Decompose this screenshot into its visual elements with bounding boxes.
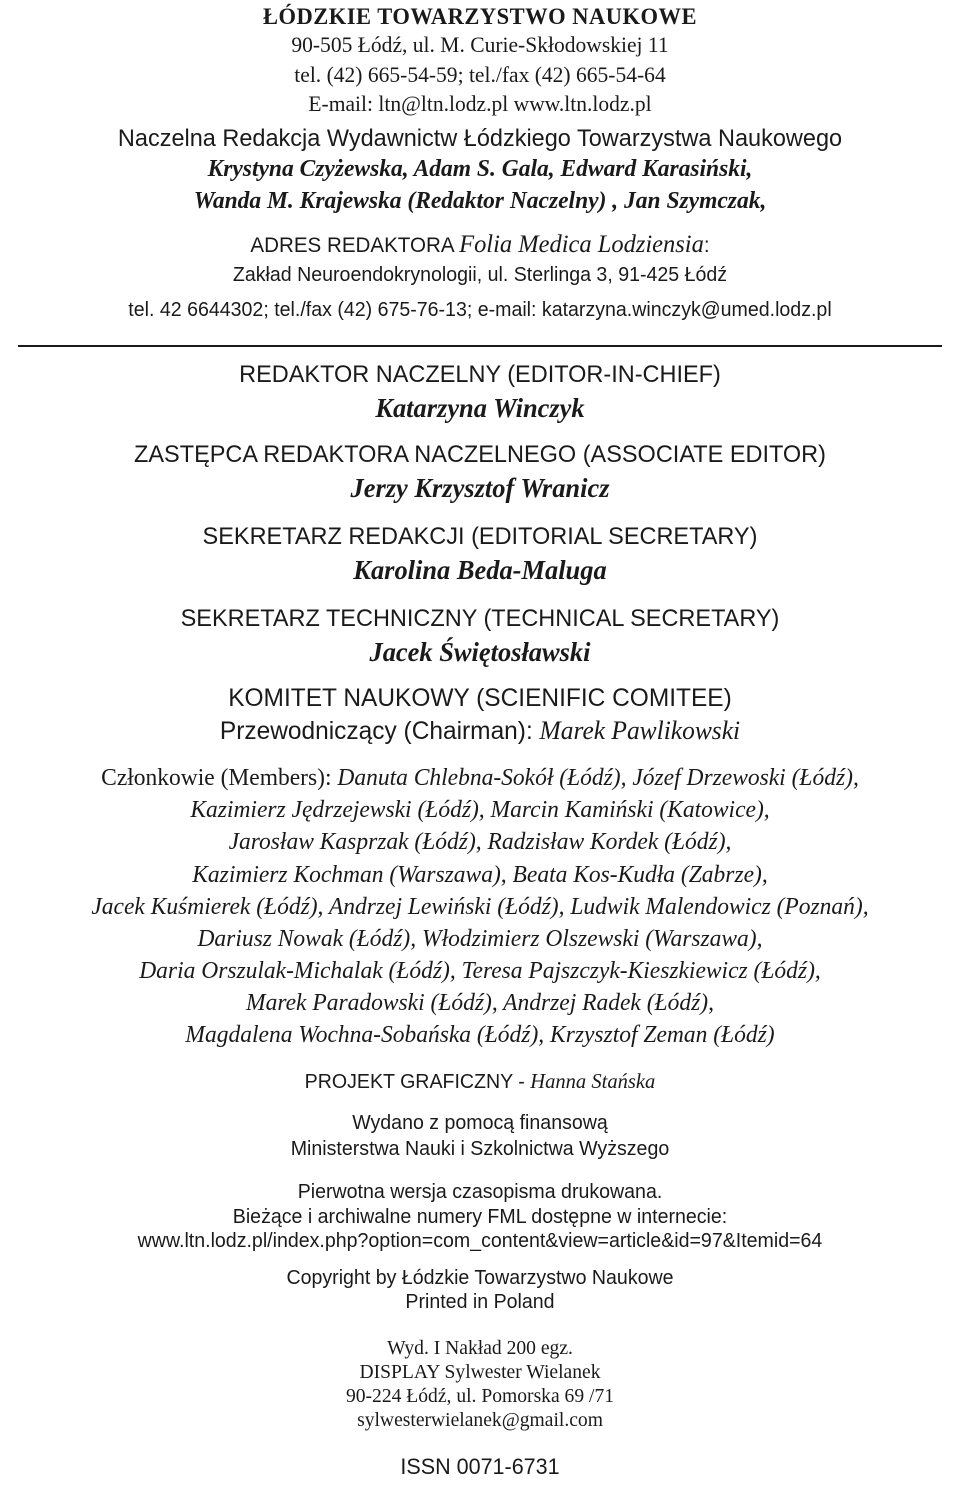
graphic-design-name: Hanna Stańska [530,1069,656,1093]
role-title-editor-in-chief: REDAKTOR NACZELNY (EDITOR-IN-CHIEF) [239,361,721,388]
committee-members-label: Członkowie (Members): [101,765,338,791]
role-name-editor-in-chief: Katarzyna Winczyk [375,393,585,423]
graphic-design-credit [10,1071,950,1092]
committee-heading: KOMITET NAUKOWY (SCIENIFIC COMITEE) [228,684,732,712]
committee-member-names: Kazimierz Kochman (Warszawa), Beata Kos-Kudła (Zabrze), [192,862,768,888]
publishing-board-heading: Naczelna Redakcja Wydawnictw Łódzkiego Towarzystwa Naukowego [117,125,843,152]
role-name-editorial-secretary: Karolina Beda-Maluga [353,555,607,585]
graphic-design-label: PROJEKT GRAFICZNY - [304,1071,531,1093]
society-address: 90-505 Łódź, ul. M. Curie-Skłodowskiej 11 [291,32,669,57]
publishing-board-members-1: Krystyna Czyżewska, Adam S. Gala, Edward Karasiński, [207,156,753,182]
edition-line: Wyd. I Nakład 200 egz. [387,1337,573,1359]
role-title-technical-secretary: SEKRETARZ TECHNICZNY (TECHNICAL SECRETARY) [180,605,780,632]
committee-member-names: Jacek Kuśmierek (Łódź), Andrzej Lewiński (Łódź), Ludwik Malendowicz (Poznań), [91,894,869,920]
committee-member-names: Jarosław Kasprzak (Łódź), Radzisław Kordek (Łódź), [228,829,732,855]
committee-chair [10,718,950,744]
printer-address: 90-224 Łódź, ul. Pomorska 69 /71 [345,1385,615,1407]
role-name-technical-secretary: Jacek Świętosławski [369,637,591,667]
committee-member-names: Magdalena Wochna-Sobańska (Łódź), Krzysztof Zeman (Łódź) [185,1022,775,1048]
editorial-address-label: ADRES REDAKTORA [250,234,460,257]
printer-line: DISPLAY Sylwester Wielanek [359,1361,601,1383]
printed-in-line: Printed in Poland [405,1291,555,1313]
editorial-address-colon: : [703,234,710,257]
committee-member-names: Kazimierz Jędrzejewski (Łódź), Marcin Kamiński (Katowice), [190,797,770,823]
online-url: www.ltn.lodz.pl/index.php?option=com_content&view=article&id=97&Itemid=64 [137,1230,823,1252]
journal-name: Folia Medica Lodziensia [459,231,704,258]
committee-chair-name: Marek Pawlikowski [539,716,741,745]
committee-member-names: Daria Orszulak-Michalak (Łódź), Teresa Pajszczyk-Kieszkiewicz (Łódź), [139,958,821,984]
society-phone: tel. (42) 665-54-59; tel./fax (42) 665-54-64 [294,62,666,87]
printer-email: sylwesterwielanek@gmail.com [357,1409,603,1431]
editorial-address: Zakład Neuroendokrynologii, ul. Sterlinga 3, 91-425 Łódź [232,264,728,286]
editorial-address-heading [10,232,950,257]
role-name-associate-editor: Jerzy Krzysztof Wranicz [350,473,610,503]
committee-chair-label: Przewodniczący (Chairman): [219,717,540,745]
society-name: ŁÓDZKIE TOWARZYSTWO NAUKOWE [262,4,698,29]
funding-line-2: Ministerstwa Nauki i Szkolnictwa Wyższego [290,1138,670,1160]
society-email-web: E-mail: ltn@ltn.lodz.pl www.ltn.lodz.pl [308,91,652,116]
committee-member-names: Danuta Chlebna-Sokół (Łódź), Józef Drzewoski (Łódź), [337,765,859,791]
role-title-editorial-secretary: SEKRETARZ REDAKCJI (EDITORIAL SECRETARY) [202,523,758,550]
online-line-1: Pierwotna wersja czasopisma drukowana. [297,1181,663,1203]
editorial-contact: tel. 42 6644302; tel./fax (42) 675-76-13; e-mail: katarzyna.winczyk@umed.lodz.pl [128,299,832,321]
online-line-2: Bieżące i archiwalne numery FML dostępne w internecie: [232,1206,728,1228]
committee-member-names: Dariusz Nowak (Łódź), Włodzimierz Olszewski (Warszawa), [197,926,763,952]
committee-members-line [10,766,950,790]
role-title-associate-editor: ZASTĘPCA REDAKTORA NACZELNEGO (ASSOCIATE EDITOR) [134,441,826,468]
funding-line-1: Wydano z pomocą finansową [352,1112,608,1134]
publishing-board-members-2: Wanda M. Krajewska (Redaktor Naczelny) , Jan Szymczak, [193,188,767,214]
section-divider [18,345,942,347]
issn: ISSN 0071-6731 [400,1454,560,1479]
committee-member-names: Marek Paradowski (Łódź), Andrzej Radek (Łódź), [246,990,714,1016]
copyright-line: Copyright by Łódzkie Towarzystwo Naukowe [286,1267,674,1289]
